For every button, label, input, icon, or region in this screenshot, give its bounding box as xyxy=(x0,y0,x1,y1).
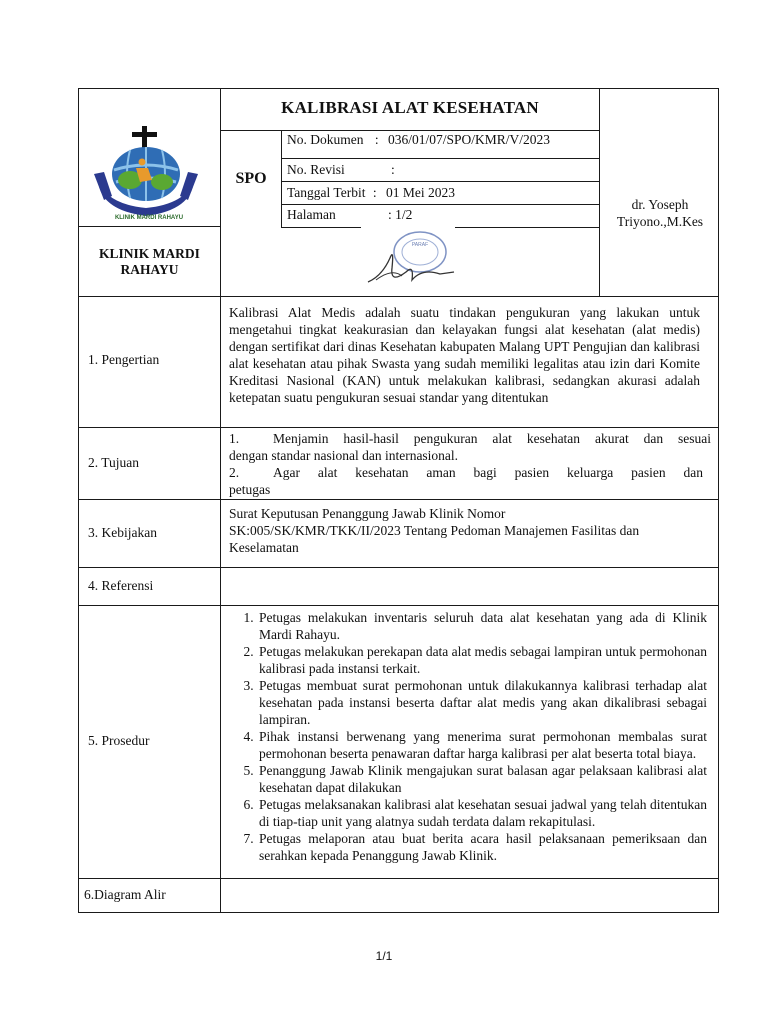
kebijakan-line: Keselamatan xyxy=(229,540,299,555)
signatory-line-1: dr. Yoseph xyxy=(631,197,689,212)
table-border-left xyxy=(78,88,79,913)
document-title: KALIBRASI ALAT KESEHATAN xyxy=(281,98,539,117)
meta-rule-4b xyxy=(455,227,599,228)
section-label-tujuan: 2. Tujuan xyxy=(88,455,140,470)
meta-label: Tanggal Terbit xyxy=(287,185,366,200)
kebijakan-line: Surat Keputusan Penanggung Jawab Klinik Nomor xyxy=(229,506,506,521)
table-rule-5 xyxy=(78,878,719,879)
meta-issue-date xyxy=(287,185,455,201)
meta-label: Halaman xyxy=(287,207,336,222)
table-rule-3 xyxy=(78,567,719,568)
meta-value: 1/2 xyxy=(395,207,413,222)
meta-separator: : xyxy=(372,185,377,200)
tujuan-text: Menjamin hasil-hasil pengukuran alat kesehatan akurat dan sesuai xyxy=(273,431,711,446)
prosedur-step: 5. Penanggung Jawab Klinik mengajukan surat balasan agar pelaksaan kalibrasi alat kesehatan dapat dilakukan xyxy=(257,762,707,796)
prosedur-step: 3. Petugas membuat surat permohonan untuk dilakukannya kalibrasi terhadap alat kesehatan pada instansi beserta daftar alat medis yang akan dikalibrasi sebagai lampiran. xyxy=(257,677,707,728)
table-rule-4 xyxy=(78,605,719,606)
meta-revision xyxy=(287,162,395,178)
clinic-logo-graphic xyxy=(90,120,208,224)
prosedur-step: 7. Petugas melaporan atau buat berita acara hasil pelaksanaan pemeriksaan dan serahkan kepada Penanggung Jawab Klinik. xyxy=(257,830,707,864)
meta-separator: : xyxy=(374,132,379,147)
meta-separator: : xyxy=(391,162,395,177)
signatory-name xyxy=(601,196,719,230)
clinic-logo xyxy=(90,120,208,224)
clinic-name-line-2: RAHAYU xyxy=(120,262,179,277)
table-rule-2 xyxy=(78,499,719,500)
tujuan-number: 2. xyxy=(229,465,240,480)
section-label-diagram-alir: 6.Diagram Alir xyxy=(84,887,166,902)
table-column-divider xyxy=(220,88,221,913)
prosedur-step: 6. Petugas melaksanakan kalibrasi alat kesehatan sesuai jadwal yang telah ditentukan di tiap-tiap unit yang alatnya sudah terdata dalam rekapitulasi. xyxy=(257,796,707,830)
signature-graphic xyxy=(362,228,458,292)
tujuan-item-2 xyxy=(229,464,703,481)
meta-rule-1 xyxy=(281,158,599,159)
stamp-text: PARAF xyxy=(411,242,429,248)
section-content-pengertian: Kalibrasi Alat Medis adalah suatu tindakan pengukuran yang lakukan untuk mengetahui tingkat keakurasian dan kelayakan fungsi alat kesehatan (alat medis) dengan sertifikat dari dinas Kesehatan kabupaten Malang UPT Pengujian dan kalibrasi alat kesehatan atau pihak Swasta yang sudah memiliki legalitas atau izin dari Komite Kreditasi Nasional (KAN) untuk melakukan kalibrasi, sedangkan akurasi adalah ketepatan suatu pengukuran sesuai standar yang ditentukan xyxy=(229,305,700,405)
meta-rule-4a xyxy=(281,227,361,228)
tujuan-item-1 xyxy=(229,430,711,447)
section-label-referensi: 4. Referensi xyxy=(88,578,154,593)
tujuan-number: 1. xyxy=(229,431,240,446)
prosedur-step: 2. Petugas melakukan perekapan data alat medis sebagai lampiran untuk permohonan kalibrasi pada instansi terkait. xyxy=(257,643,707,677)
section-label-pengertian: 1. Pengertian xyxy=(88,352,160,367)
table-border-bottom xyxy=(78,912,719,913)
clinic-name-line-1: KLINIK MARDI xyxy=(99,246,200,261)
table-rule-header xyxy=(78,296,719,297)
section-content-kebijakan xyxy=(229,505,709,556)
meta-value: 01 Mei 2023 xyxy=(385,185,455,200)
meta-separator: : xyxy=(388,207,392,222)
prosedur-steps xyxy=(229,609,707,864)
section-label-prosedur: 5. Prosedur xyxy=(88,733,150,748)
prosedur-step: 4. Pihak instansi berwenang yang menerima surat permohonan membalas surat permohonan beserta penawaran daftar harga kalibrasi per alat beserta total biaya. xyxy=(257,728,707,762)
table-rule-1 xyxy=(78,427,719,428)
prosedur-step: 1. Petugas melakukan inventaris seluruh data alat kesehatan yang ada di Klinik Mardi Rahayu. xyxy=(257,609,707,643)
meta-page xyxy=(287,207,412,223)
signatory-divider xyxy=(599,88,600,296)
kebijakan-line: SK:005/SK/KMR/TKK/II/2023 Tentang Pedoman Manajemen Fasilitas dan xyxy=(229,523,640,538)
tujuan-text: Agar alat kesehatan aman bagi pasien keluarga pasien dan xyxy=(273,465,703,480)
logo-caption: KLINIK MARDI RAHAYU xyxy=(114,215,184,221)
signature-stamp xyxy=(362,228,458,292)
logo-cell-rule xyxy=(78,226,221,227)
clinic-name xyxy=(78,246,221,278)
section-label-kebijakan: 3. Kebijakan xyxy=(88,525,157,540)
page-number: 1/1 xyxy=(375,949,393,963)
tujuan-text-cont: petugas xyxy=(229,482,271,497)
meta-label: No. Dokumen xyxy=(287,132,364,147)
meta-document-number xyxy=(287,132,550,148)
spo-label: SPO xyxy=(235,170,267,187)
spo-divider xyxy=(281,130,282,227)
tujuan-text-cont: dengan standar nasional dan internasional. xyxy=(229,448,459,463)
title-rule xyxy=(221,130,599,131)
section-content-tujuan xyxy=(229,430,711,498)
meta-label: No. Revisi xyxy=(287,162,345,177)
signatory-line-2: Triyono.,M.Kes xyxy=(616,214,704,229)
table-border-top xyxy=(78,88,719,89)
meta-rule-3 xyxy=(281,204,599,205)
meta-value: 036/01/07/SPO/KMR/V/2023 xyxy=(388,132,551,147)
meta-rule-2 xyxy=(281,181,599,182)
